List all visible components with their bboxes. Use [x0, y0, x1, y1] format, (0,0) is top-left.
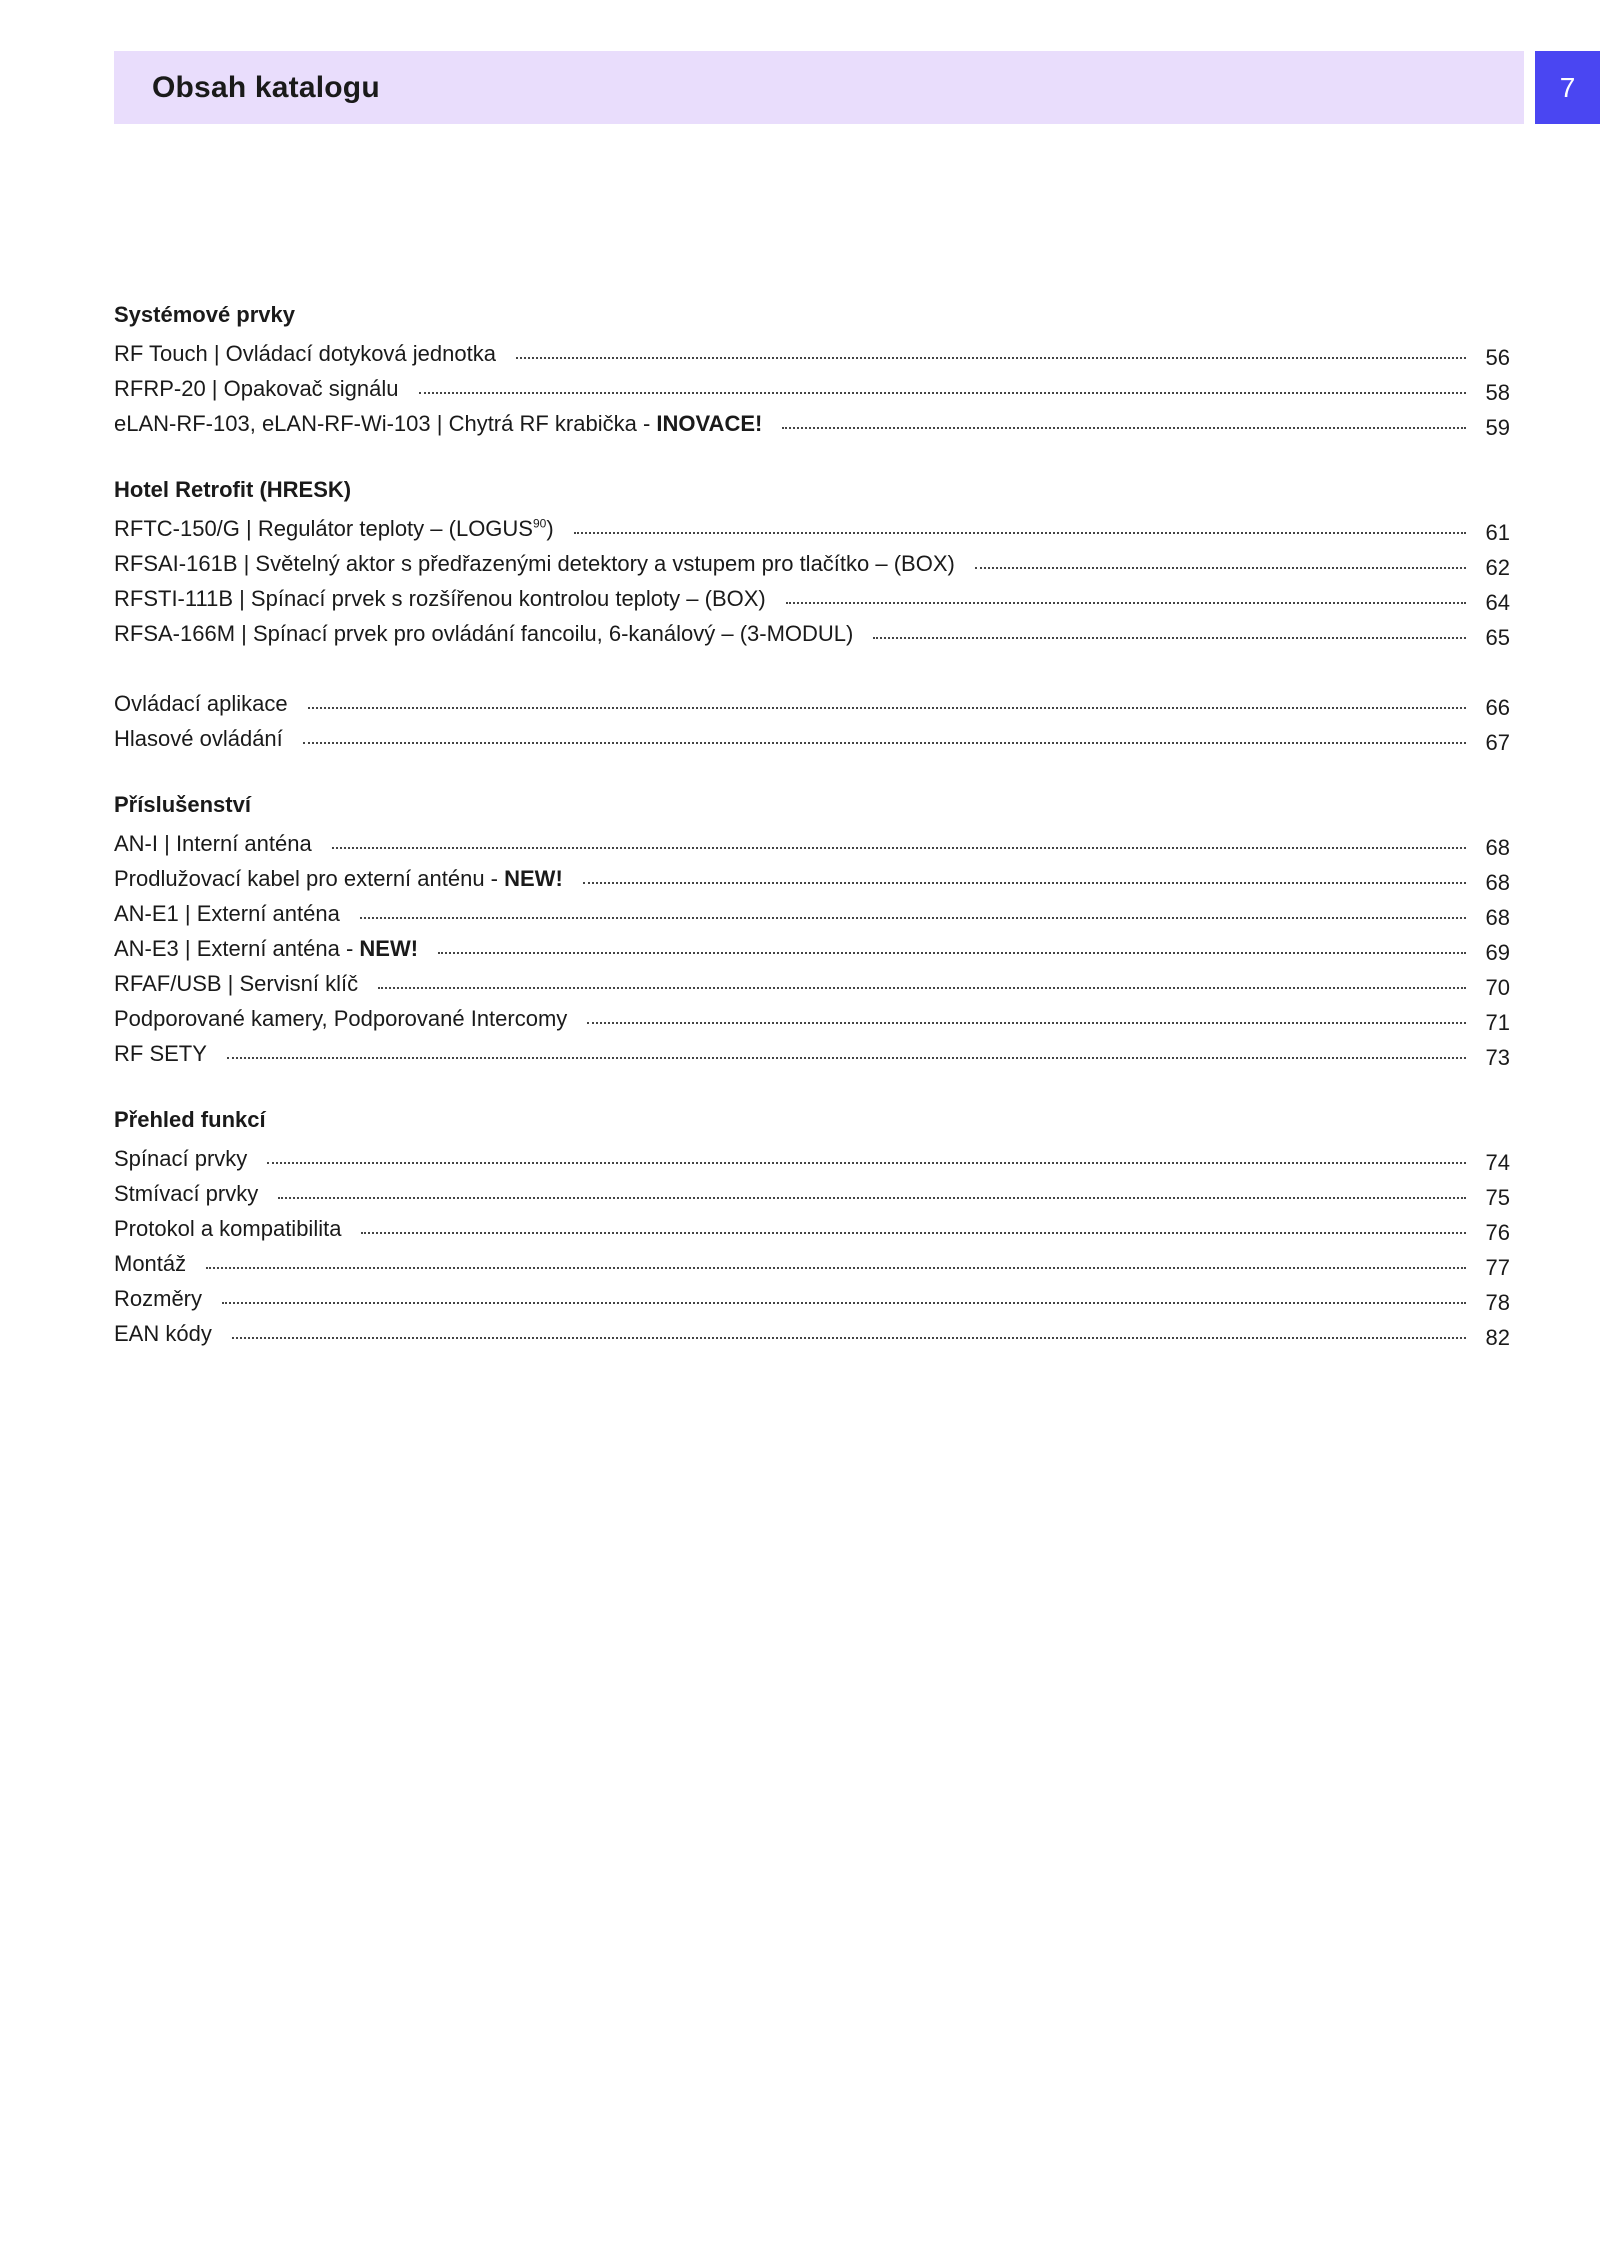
- leader-dots: [206, 1267, 1466, 1269]
- entry-page-number: 69: [1485, 940, 1510, 965]
- toc-entry[interactable]: [114, 402, 1510, 440]
- section-heading: Příslušenství: [114, 792, 251, 817]
- toc-entry[interactable]: [114, 1172, 1510, 1210]
- entry-page-number: 66: [1485, 695, 1510, 720]
- entry-label-highlight: NEW!: [504, 866, 563, 891]
- leader-dots: [975, 567, 1466, 569]
- entry-label-wrapper: [114, 516, 574, 542]
- leader-dots: [361, 1232, 1466, 1234]
- toc-entry[interactable]: [114, 822, 1510, 860]
- entry-page-number: 64: [1485, 590, 1510, 615]
- entry-page-number: 68: [1485, 870, 1510, 895]
- entry-label: Stmívací prvky: [114, 1181, 259, 1206]
- entry-label-tail: ): [546, 516, 554, 541]
- entry-label: Hlasové ovládání: [114, 726, 283, 751]
- entry-page-number: 59: [1485, 415, 1510, 440]
- entry-label: EAN kódy: [114, 1321, 212, 1346]
- toc-section-prehled-funkci: [114, 1102, 1510, 1350]
- entry-label: RFSA-166M | Spínací prvek pro ovládání fancoilu, 6-kanálový – (3-MODUL): [114, 621, 854, 646]
- toc-entry[interactable]: [114, 927, 1510, 965]
- toc-entry[interactable]: [114, 1032, 1510, 1070]
- entry-label-highlight: NEW!: [359, 936, 419, 961]
- leader-dots: [782, 427, 1466, 429]
- leader-dots: [227, 1057, 1466, 1059]
- toc-entry[interactable]: [114, 857, 1510, 895]
- leader-dots: [222, 1302, 1466, 1304]
- toc-entry[interactable]: [114, 717, 1510, 755]
- toc-entry[interactable]: [114, 962, 1510, 1000]
- entry-label: Podporované kamery, Podporované Intercomy: [114, 1006, 568, 1031]
- entry-label: Protokol a kompatibilita: [114, 1216, 342, 1241]
- entry-page-number: 68: [1485, 905, 1510, 930]
- leader-dots: [419, 392, 1466, 394]
- leader-dots: [360, 917, 1466, 919]
- leader-dots: [278, 1197, 1466, 1199]
- entry-page-number: 65: [1485, 625, 1510, 650]
- toc-entry[interactable]: [114, 332, 1510, 370]
- toc-entry[interactable]: [114, 1242, 1510, 1280]
- entry-label: Rozměry: [114, 1286, 203, 1311]
- toc-entry[interactable]: [114, 997, 1510, 1035]
- section-heading: Přehled funkcí: [114, 1107, 266, 1132]
- entry-label: AN-I | Interní anténa: [114, 831, 312, 856]
- entry-page-number: 73: [1485, 1045, 1510, 1070]
- entry-label: RF Touch | Ovládací dotyková jednotka: [114, 341, 496, 366]
- entry-label: RFSTI-111B | Spínací prvek s rozšířenou kontrolou teploty – (BOX): [114, 586, 766, 611]
- entry-page-number: 58: [1485, 380, 1510, 405]
- entry-page-number: 77: [1485, 1255, 1510, 1280]
- leader-dots: [516, 357, 1466, 359]
- toc-entry[interactable]: [114, 1277, 1510, 1315]
- entry-page-number: 74: [1485, 1150, 1510, 1175]
- leader-dots: [303, 742, 1466, 744]
- entry-label-wrapper: [114, 936, 438, 962]
- entry-label: Montáž: [114, 1251, 187, 1276]
- entry-label-superscript: 90: [532, 516, 547, 531]
- toc-entry[interactable]: [114, 1137, 1510, 1175]
- leader-dots: [378, 987, 1466, 989]
- page-number-badge: 7: [1535, 51, 1600, 124]
- entry-label: AN-E3 | Externí anténa -: [114, 936, 360, 961]
- leader-dots: [438, 952, 1466, 954]
- toc-section-applications: [114, 682, 1510, 755]
- section-heading: Systémové prvky: [114, 302, 295, 327]
- entry-label: AN-E1 | Externí anténa: [114, 901, 340, 926]
- leader-dots: [587, 1022, 1466, 1024]
- toc-entry[interactable]: [114, 682, 1510, 720]
- entry-page-number: 68: [1485, 835, 1510, 860]
- entry-label: RFSAI-161B | Světelný aktor s předřazenými detektory a vstupem pro tlačítko – (BOX): [114, 551, 955, 576]
- leader-dots: [583, 882, 1466, 884]
- entry-label: eLAN-RF-103, eLAN-RF-Wi-103 | Chytrá RF krabička -: [114, 411, 657, 436]
- toc-entry[interactable]: [114, 1312, 1510, 1350]
- entry-label: Prodlužovací kabel pro externí anténu -: [114, 866, 505, 891]
- entry-page-number: 70: [1485, 975, 1510, 1000]
- entry-page-number: 61: [1485, 520, 1510, 545]
- toc-section-prislusenstvi: [114, 787, 1510, 1070]
- entry-label-wrapper: [114, 866, 583, 892]
- entry-label: RFTC-150/G | Regulátor teploty – (LOGUS: [114, 516, 533, 541]
- entry-page-number: 78: [1485, 1290, 1510, 1315]
- leader-dots: [267, 1162, 1466, 1164]
- entry-label-highlight: INOVACE!: [656, 411, 763, 436]
- entry-label: RF SETY: [114, 1041, 207, 1066]
- toc-entry[interactable]: [114, 507, 1510, 545]
- leader-dots: [574, 532, 1466, 534]
- header-bar: [114, 51, 1524, 124]
- entry-page-number: 71: [1485, 1010, 1510, 1035]
- entry-page-number: 82: [1485, 1325, 1510, 1350]
- toc-section-hotel-retrofit: [114, 472, 1510, 650]
- toc-entry[interactable]: [114, 367, 1510, 405]
- table-of-contents: [114, 297, 1510, 1382]
- entry-page-number: 56: [1485, 345, 1510, 370]
- toc-entry[interactable]: [114, 612, 1510, 650]
- entry-label: Spínací prvky: [114, 1146, 248, 1171]
- entry-label: RFRP-20 | Opakovač signálu: [114, 376, 399, 401]
- toc-entry[interactable]: [114, 892, 1510, 930]
- section-heading: Hotel Retrofit (HRESK): [114, 477, 352, 502]
- page-title: Obsah katalogu: [152, 70, 380, 104]
- entry-page-number: 75: [1485, 1185, 1510, 1210]
- leader-dots: [332, 847, 1466, 849]
- toc-entry[interactable]: [114, 542, 1510, 580]
- entry-label: Ovládací aplikace: [114, 691, 288, 716]
- leader-dots: [786, 602, 1466, 604]
- entry-page-number: 62: [1485, 555, 1510, 580]
- entry-page-number: 67: [1485, 730, 1510, 755]
- entry-label: RFAF/USB | Servisní klíč: [114, 971, 359, 996]
- entry-page-number: 76: [1485, 1220, 1510, 1245]
- leader-dots: [308, 707, 1466, 709]
- leader-dots: [232, 1337, 1466, 1339]
- leader-dots: [873, 637, 1466, 639]
- toc-section-systemove-prvky: [114, 297, 1510, 440]
- toc-entry[interactable]: [114, 577, 1510, 615]
- toc-entry[interactable]: [114, 1207, 1510, 1245]
- entry-label-wrapper: [114, 411, 782, 437]
